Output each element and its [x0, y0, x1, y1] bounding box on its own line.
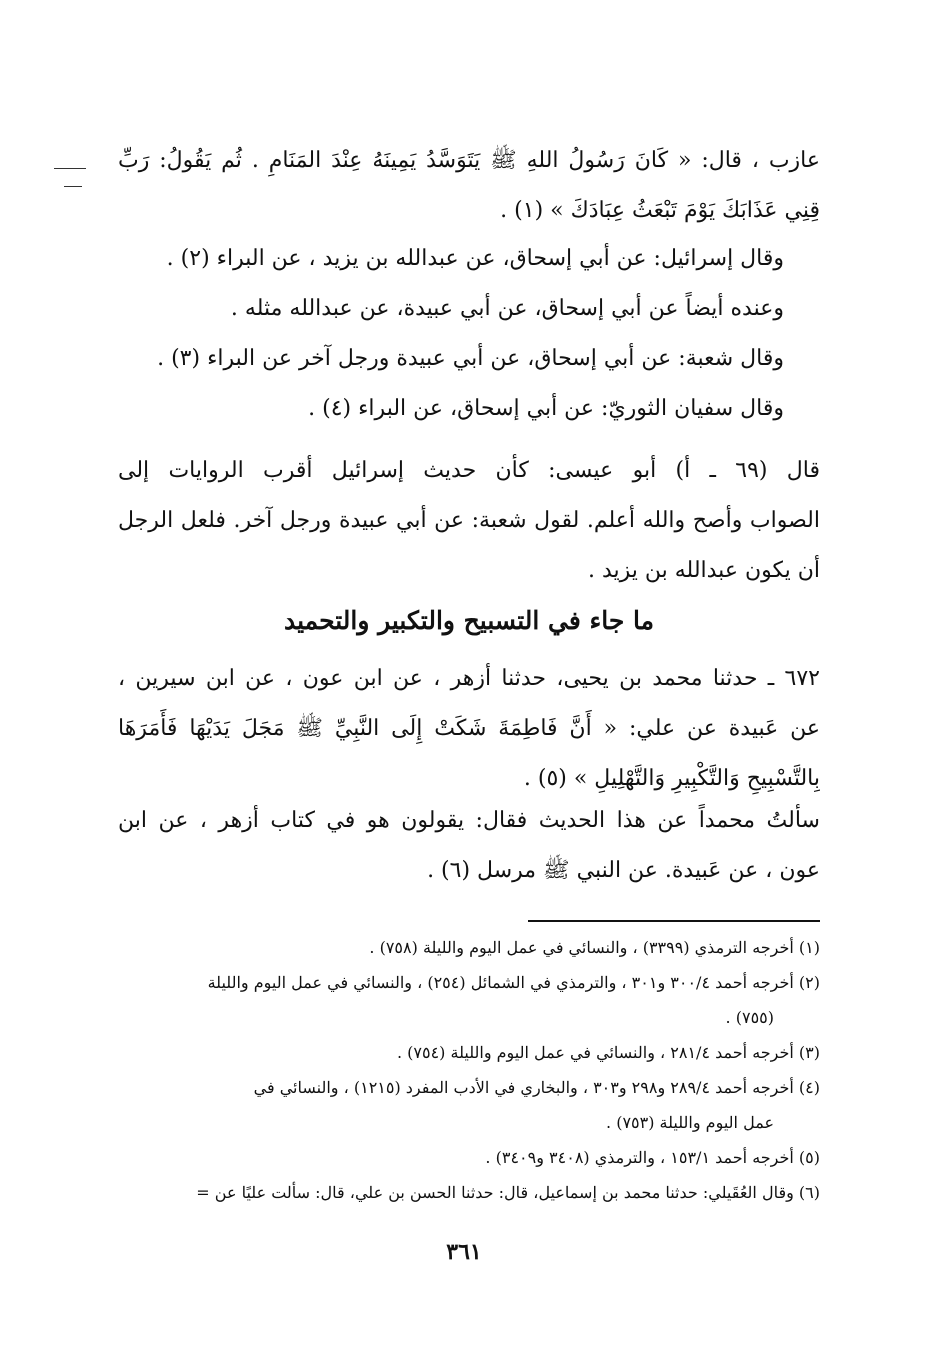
footnote-line: (٥) أخرجه أحمد ١٥٣/١ ، والترمذي (٣٤٠٨ و٣٤٠٩) .: [485, 1148, 820, 1167]
text-line: قال (٦٩ ـ أ) أبو عيسى: كأن حديث إسرائيل أقرب الروايات إلى: [118, 458, 820, 483]
text-line: عون ، عن عَبيدة. عن النبي ﷺ مرسل (٦) .: [427, 858, 820, 883]
text-line: ٦٧٢ ـ حدثنا محمد بن يحيى، حدثنا أزهر ، عن ابن عون ، عن ابن سيرين ،: [118, 666, 820, 691]
footnotes: [104, 930, 820, 1210]
page-number: ٣٦١: [446, 1239, 482, 1265]
section-heading: ما جاء في التسبيح والتكبير والتحميد: [283, 606, 655, 635]
text-line: بِالتَّسْبِيحِ وَالتَّكْبِيرِ وَالتَّهْلِيلِ » (٥) .: [523, 766, 820, 791]
footnote-line: عمل اليوم والليلة (٧٥٣) .: [606, 1113, 774, 1132]
footnote-line: (٦) وقال العُقَيلي: حدثنا محمد بن إسماعيل، قال: حدثنا الحسن بن علي، قال: سألت عليًا عن =: [196, 1183, 820, 1202]
margin-mark: [54, 168, 86, 169]
text-line: أن يكون عبدالله بن يزيد .: [587, 558, 820, 583]
text-line: وقال إسرائيل: عن أبي إسحاق، عن عبدالله بن يزيد ، عن البراء (٢) .: [166, 246, 784, 271]
footnote-line: (٧٥٥) .: [725, 1008, 774, 1027]
paragraph-chains: [118, 234, 820, 434]
text-line: سألتُ محمداً عن هذا الحديث فقال: يقولون هو في كتاب أزهر ، عن ابن: [118, 808, 820, 833]
paragraph-hadith-672: [118, 654, 820, 804]
text-line: عازب ، قال: « كَانَ رَسُولُ اللهِ ﷺ يَتَوَسَّدُ يَمِينَهُ عِنْدَ المَنَامِ . ثُم يَقُولُ: رَبِّ: [118, 148, 820, 173]
text-line: وقال شعبة: عن أبي إسحاق، عن أبي عبيدة ورجل آخر عن البراء (٣) .: [157, 346, 784, 371]
footnote-line: (١) أخرجه الترمذي (٣٣٩٩) ، والنسائي في عمل اليوم والليلة (٧٥٨) .: [369, 938, 820, 957]
text-line: وعنده أيضاً عن أبي إسحاق، عن أبي عبيدة، عن عبدالله مثله .: [230, 296, 784, 321]
text-line: الصواب وأصح والله أعلم. لقول شعبة: عن أبي عبيدة ورجل آخر. فلعل الرجل: [118, 508, 820, 533]
text-line: عن عَبيدة عن علي: « أَنَّ فَاطِمَةَ شَكَتْ إِلَى النَّبِيِّ ﷺ مَجَلَ يَدَيْهَا فَأَمَرَهَا: [118, 716, 820, 741]
text-line: وقال سفيان الثوريّ: عن أبي إسحاق، عن البراء (٤) .: [308, 396, 784, 421]
margin-mark: [64, 186, 82, 187]
footnote-line: (٢) أخرجه أحمد ٣٠٠/٤ و٣٠١ ، والترمذي في الشمائل (٢٥٤) ، والنسائي في عمل اليوم والليلة: [207, 973, 820, 992]
footnote-separator: [528, 920, 820, 922]
footnote-line: (٣) أخرجه أحمد ٢٨١/٤ ، والنسائي في عمل اليوم والليلة (٧٥٤) .: [396, 1043, 820, 1062]
paragraph-abu-isa: [118, 446, 820, 596]
text-line: قِنِي عَذَابَكَ يَوْمَ تَبْعَثُ عِبَادَكَ » (١) .: [500, 198, 820, 223]
footnote-line: (٤) أخرجه أحمد ٢٨٩/٤ و٢٩٨ و٣٠٣ ، والبخاري في الأدب المفرد (١٢١٥) ، والنسائي في: [253, 1078, 820, 1097]
paragraph-hadith-end: [118, 136, 820, 236]
paragraph-question: [118, 796, 820, 896]
